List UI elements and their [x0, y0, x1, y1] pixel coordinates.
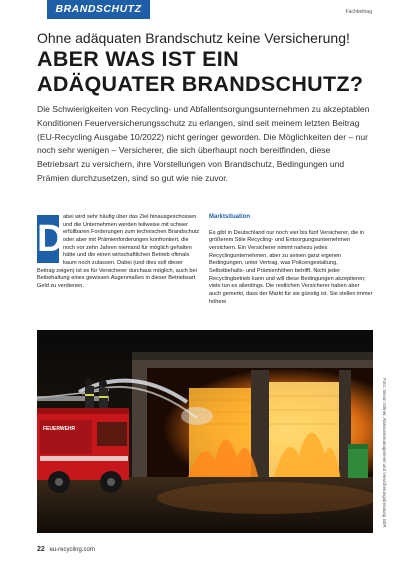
right-column-text: Es gibt in Deutschland nur noch vier bis fünf Versicherer, die in größerem Stile Recycling- und Entsorgungsunternehmen versichern. Ein Versicherer nimmt nahezu jedes Recyclingunternehmen, aber zu seinen ganz eigenen Bedingungen, unter Vertrag, was Policengestaltung, Selbstbehalts- und Prämienhöhen betrifft. Nicht jeder Recyclingbetrieb kann und will diese Bedingungen akzeptieren; viele tun es allerdings. Die restlichen Versicherer haben aber auch gemerkt, dass der Markt für sie günstig ist. Sie stellen immer höhere — [209, 229, 373, 305]
page-header — [0, 0, 400, 22]
footer-site: eu-recycling.com — [49, 547, 95, 553]
left-column-text: abei wird sehr häufig über das Ziel hinausgeschossen und die Unternehmen werden teilweise mit schwer erfüllbaren Forderungen zum technischen Brandschutz oder aber mit Prämienforderungen konfrontiert, die noch vor zehn Jahren niemand für möglich gehalten hätte und die einen wirtschaftlichen Betrieb oftmals kaum noch zulassen. Dabei (und dies soll dieser Beitrag zeigen) ist es für Versicherer durchaus möglich, auch bei Beibehaltung eines gewissen Augenmaßes in dieser Betriebsart Geld zu verdienen. — [37, 214, 200, 289]
fire-photo — [37, 330, 373, 533]
photo-credit: Foto: Simon Sittner, Abwassermanagement und Versicherungsberatung GbR — [382, 378, 387, 528]
section-heading: Marktsituation — [209, 214, 251, 220]
article-subtitle: Ohne adäquaten Brandschutz keine Versicherung! — [37, 30, 350, 46]
fire-scene-illustration — [37, 330, 373, 533]
body-column-left — [37, 214, 202, 291]
truck-label: FEUERWEHR — [43, 426, 76, 432]
drop-cap: D — [37, 215, 59, 263]
article-headline: ABER WAS IST EIN ADÄQUATER BRANDSCHUTZ? — [37, 47, 364, 96]
body-column-right — [209, 214, 373, 306]
page-number: 22 — [37, 546, 45, 553]
article-lead: Die Schwierigkeiten von Recycling- und Abfallentsorgungsunternehmen zu akzeptablen Konditionen Feuerversicherungsschutz zu erlangen, sind seit meinem letzten Beitrag (EU-Recycling Ausgabe 10/2022) nicht geringer geworden. Die Möglichkeiten der – nur noch sehr wenigen – Versicherer, die sich überhaupt noch bereitfinden, diese Betriebsart zu versichern, ihre Vorstellungen von Brandschutz, Bedingungen und Prämien durchzusetzen, sind so gut wie nie zuvor. — [37, 104, 370, 183]
page-footer — [37, 546, 95, 553]
category-tab: BRANDSCHUTZ — [47, 0, 150, 19]
article-type-label: Fachbeitrag — [345, 9, 372, 15]
